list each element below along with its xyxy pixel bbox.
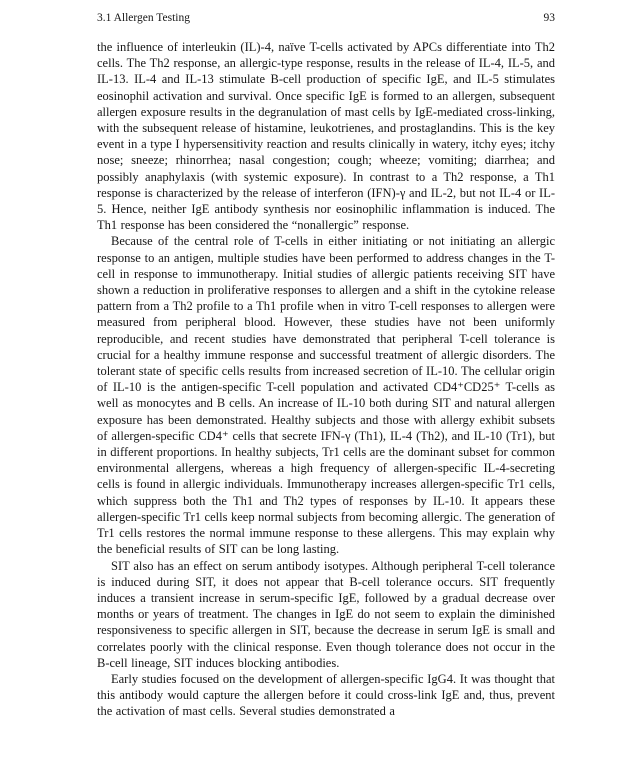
page-number: 93 <box>543 12 555 24</box>
running-header <box>97 11 555 25</box>
paragraph-2: Because of the central role of T-cells in either initiating or not initiating an allergic response to an antigen, multiple studies have been performed to address changes in the T-cell in response to immunotherapy. Initial studies of allergic patients receiving SIT have shown a reduction in proliferative responses to allergen and a shift in the cytokine release pattern from a Th2 profile to a Th1 profile when in vitro T-cell responses to allergen were measured from peripheral blood. However, these studies have not been uniformly reproducible, and recent studies have demonstrated that peripheral T-cell tolerance is crucial for a healthy immune response and successful treatment of allergic disorders. The tolerant state of specific cells results from increased secretion of IL-10. The cellular origin of IL-10 is the antigen-specific T-cell population and activated CD4⁺CD25⁺ T-cells as well as monocytes and B cells. An increase of IL-10 both during SIT and natural allergen exposure has been demonstrated. Healthy subjects and those with allergy exhibit subsets of allergen-specific CD4⁺ cells that secrete IFN-γ (Th1), IL-4 (Th2), and IL-10 (Tr1), but in different proportions. In healthy subjects, Tr1 cells are the dominant subset for common environmental allergens, whereas a high frequency of allergen-specific IL-4-secreting cells is found in allergic individuals. Immunotherapy increases allergen-specific Tr1 cells, which suppress both the Th1 and Th2 types of responses by IL-10. It appears these allergen-specific Tr1 cells keep normal subjects from becoming allergic. The generation of Tr1 cells restores the normal immune response to these allergens. This may explain why the beneficial results of SIT can be long lasting. <box>97 234 555 557</box>
paragraph-4: Early studies focused on the development of allergen-specific IgG4. It was thought that this antibody would capture the allergen before it could cross-link IgE and, thus, prevent the activation of mast cells. Several studies demonstrated a <box>97 671 555 719</box>
paragraph-1: the influence of interleukin (IL)-4, naïve T-cells activated by APCs differentiate into Th2 cells. The Th2 response, an allergic-type response, results in the release of IL-4, IL-5, and IL-13. IL-4 and IL-13 stimulate B-cell production of specific IgE, and IL-5 stimulates eosinophil activation and survival. Once specific IgE is formed to an allergen, subsequent allergen exposure results in the degranulation of mast cells by IgE-mediated cross-linking, with the subsequent release of histamine, leukotrienes, and prostaglandins. This is the key event in a type I hypersensitivity reaction and results clinically in watery, itchy eyes; itchy nose; sneeze; rhinorrhea; nasal congestion; cough; wheeze; vomiting; diarrhea; and possibly anaphylaxis (with systemic exposure). In contrast to a Th2 response, a Th1 response is characterized by the release of interferon (IFN)-γ and IL-2, but not IL-4 or IL-5. Hence, neither IgE antibody synthesis nor eosinophilic inflammation is induced. The Th1 response has been considered the “nonallergic” response. <box>97 40 555 233</box>
paragraph-3: SIT also has an effect on serum antibody isotypes. Although peripheral T-cell tolerance is induced during SIT, it does not appear that B-cell tolerance occurs. SIT frequently induces a transient increase in serum-specific IgE, followed by a gradual decrease over months or years of treatment. The changes in IgE do not seem to explain the diminished responsiveness to specific allergen in SIT, because the decrease in serum IgE is small and correlates poorly with the clinical response. Even though tolerance does not occur in the B-cell lineage, SIT induces blocking antibodies. <box>97 558 555 670</box>
section-title: 3.1 Allergen Testing <box>97 12 190 24</box>
page-body <box>97 39 555 720</box>
